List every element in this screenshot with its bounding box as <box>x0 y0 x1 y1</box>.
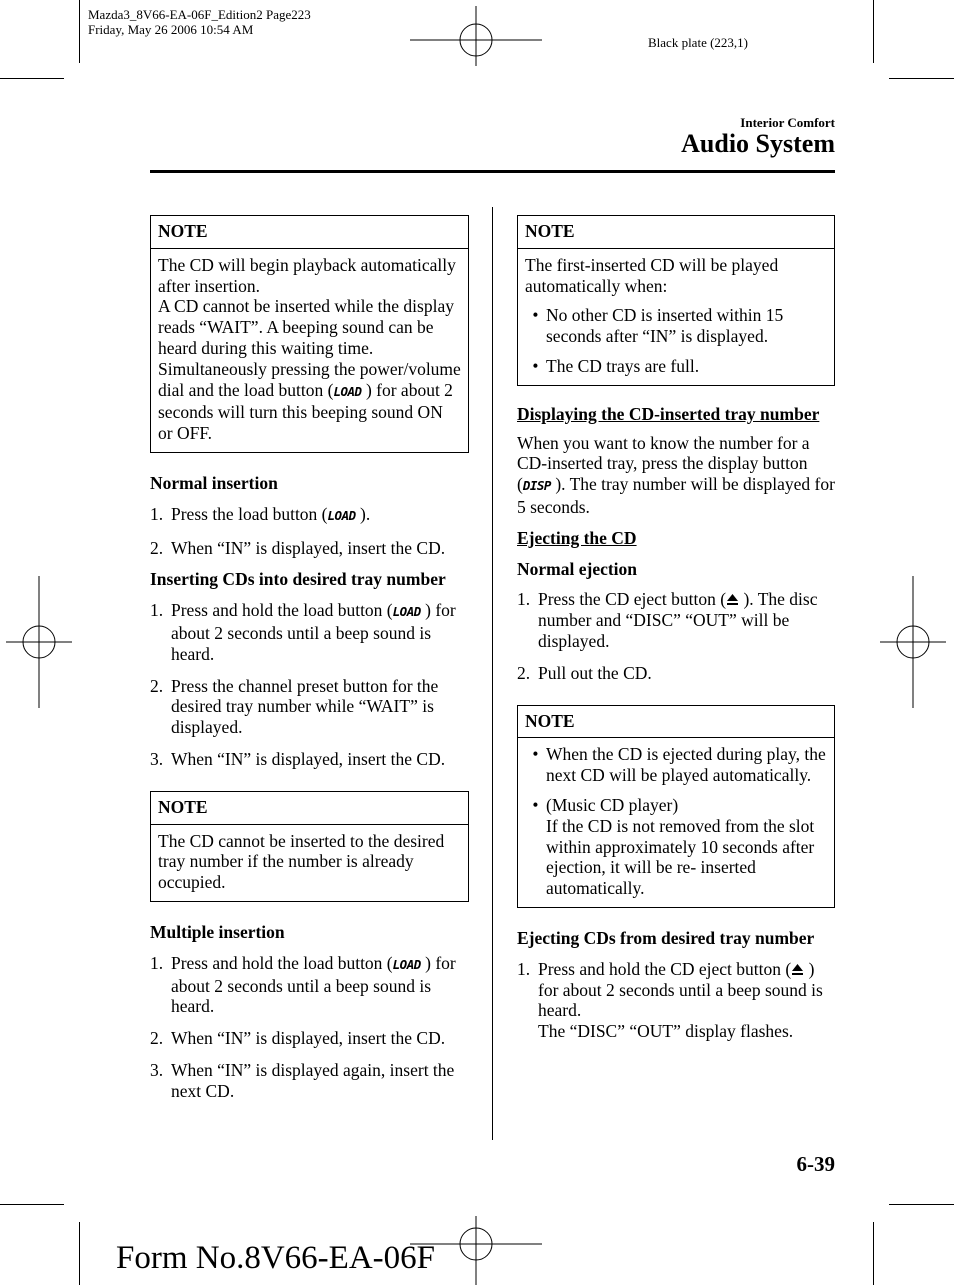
display-tray-text <box>517 433 835 518</box>
step-text: When “IN” is displayed, insert the CD. <box>171 537 446 558</box>
form-number: Form No.8V66-EA-06F <box>116 1240 435 1276</box>
list-item <box>517 663 835 684</box>
step-text <box>538 959 835 1042</box>
list-item <box>150 504 469 527</box>
eject-icon <box>726 593 739 606</box>
step-number: 1. <box>150 503 164 524</box>
step-text <box>171 504 469 527</box>
list-item <box>150 953 469 1017</box>
left-column <box>150 215 469 1113</box>
step-text-part: Press and hold the load button ( <box>171 600 393 621</box>
normal-insertion-heading: Normal insertion <box>150 472 278 493</box>
step-text-part: ). The disc number and “DISC” “OUT” will be displayed. <box>538 589 818 651</box>
file-info <box>88 7 311 37</box>
note-text: The CD cannot be inserted to the desired tray number if the number is already occupied. <box>158 830 445 893</box>
bullet: • <box>532 744 539 765</box>
file-info-line1: Mazda3_8V66-EA-06F_Edition2 Page223 <box>88 7 311 22</box>
note-box <box>517 215 835 386</box>
list-item <box>150 1028 469 1049</box>
bullet: • <box>532 355 539 376</box>
bullet-text <box>546 795 827 899</box>
bullet-text-line: If the CD is not removed from the slot within approximately 10 seconds after ejection, it will be re- inserted automatically. <box>546 815 815 899</box>
step-text: Press the channel preset button for the desired tray number while “WAIT” is displayed. <box>171 675 439 738</box>
step-text <box>171 600 469 664</box>
step-text-part: Press and hold the load button ( <box>171 952 393 973</box>
multiple-insertion-heading: Multiple insertion <box>150 921 285 942</box>
bullet-text: No other CD is inserted within 15 seconds after “IN” is displayed. <box>546 305 784 347</box>
bullet-text: When the CD is ejected during play, the next CD will be played automatically. <box>546 744 826 786</box>
note-body <box>518 738 834 907</box>
note-body <box>518 249 834 385</box>
bullet-text: The CD trays are full. <box>546 355 700 376</box>
registration-mark-top <box>410 6 542 72</box>
step-number: 3. <box>150 748 164 769</box>
step-text-part: Press the CD eject button ( <box>538 589 727 610</box>
load-button-icon: LOAD <box>333 383 362 399</box>
step-number: 1. <box>150 952 164 973</box>
ejecting-heading: Ejecting the CD <box>517 527 637 548</box>
step-text <box>171 953 469 1017</box>
plate-label: Black plate (223,1) <box>648 35 748 50</box>
crop-mark <box>79 1222 80 1285</box>
step-number: 1. <box>150 600 164 621</box>
note-text: The first-inserted CD will be played automatically when: <box>525 254 779 296</box>
crop-mark <box>873 0 874 63</box>
step-number: 2. <box>150 1028 164 1049</box>
step-text-part: ) for about 2 seconds until a beep sound is heard. <box>171 952 456 1017</box>
crop-mark <box>873 1222 874 1285</box>
note-text <box>151 249 468 452</box>
tray-insertion-heading: Inserting CDs into desired tray number <box>150 569 446 590</box>
note-box <box>150 791 469 902</box>
crop-mark <box>889 78 954 79</box>
list-item <box>150 1060 469 1102</box>
file-info-line2: Friday, May 26 2006 10:54 AM <box>88 22 254 37</box>
crop-mark <box>79 0 80 63</box>
list-item <box>150 538 469 559</box>
header-rule <box>150 170 835 173</box>
registration-mark-left <box>6 576 72 708</box>
list-item <box>150 749 469 770</box>
step-number: 2. <box>150 675 164 696</box>
step-text-part: Press the load button ( <box>171 503 328 524</box>
step-text: Pull out the CD. <box>538 662 652 683</box>
crop-mark <box>0 78 64 79</box>
bullet: • <box>532 305 539 326</box>
normal-ejection-heading: Normal ejection <box>517 558 638 579</box>
note-box <box>517 705 835 908</box>
bullet-text-line: (Music CD player) <box>546 794 679 815</box>
note-box <box>150 215 469 453</box>
step-number: 1. <box>517 589 531 610</box>
note-label: NOTE <box>518 706 834 739</box>
step-text-part: Press and hold the CD eject button ( <box>538 958 792 979</box>
crop-mark <box>0 1204 64 1205</box>
column-divider <box>492 207 493 1140</box>
step-number: 2. <box>150 537 164 558</box>
note-label: NOTE <box>518 216 834 249</box>
page-title: Audio System <box>681 129 835 158</box>
list-item <box>150 600 469 664</box>
bullet: • <box>532 794 539 815</box>
note-text-part: The CD will begin playback automatically after insertion. A CD cannot be inserted while the display reads “WAIT”. A beeping sound can be heard during this waiting time. Simultaneously pressing the power/volume dial and the load button ( <box>158 254 461 400</box>
eject-icon <box>791 963 804 976</box>
list-item <box>525 795 827 899</box>
registration-mark-right <box>880 576 946 708</box>
step-text: When “IN” is displayed, insert the CD. <box>171 1028 446 1049</box>
step-text: When “IN” is displayed again, insert the next CD. <box>171 1059 455 1101</box>
section-label: Interior Comfort <box>740 115 835 130</box>
step-text-part: ) for about 2 seconds until a beep sound is heard. <box>538 958 823 1021</box>
load-button-icon: LOAD <box>392 604 421 620</box>
note-text-part: ) for about 2 seconds will turn this beeping sound ON or OFF. <box>158 379 453 444</box>
step-text-part: ). <box>360 503 371 524</box>
crop-mark <box>889 1204 954 1205</box>
list-item <box>517 589 835 651</box>
step-text: When “IN” is displayed, insert the CD. <box>171 748 446 769</box>
right-column <box>517 215 835 1053</box>
page-number: 6-39 <box>796 1152 835 1176</box>
step-text-part: The “DISC” “OUT” display flashes. <box>538 1021 794 1042</box>
display-tray-heading: Displaying the CD-inserted tray number <box>517 403 820 424</box>
disp-button-icon: DISP <box>522 478 551 494</box>
list-item <box>525 305 827 347</box>
list-item <box>150 676 469 738</box>
note-label: NOTE <box>151 216 468 249</box>
list-item <box>525 744 827 786</box>
note-label: NOTE <box>151 792 468 825</box>
list-item <box>517 959 835 1042</box>
tray-ejection-heading: Ejecting CDs from desired tray number <box>517 927 815 948</box>
step-number: 3. <box>150 1059 164 1080</box>
step-text <box>538 589 835 651</box>
load-button-icon: LOAD <box>327 507 356 523</box>
step-number: 2. <box>517 662 531 683</box>
para-text-part: ). The tray number will be displayed for 5 seconds. <box>517 474 835 517</box>
step-text-part: ) for about 2 seconds until a beep sound is heard. <box>171 600 456 664</box>
load-button-icon: LOAD <box>392 956 421 972</box>
step-number: 1. <box>517 958 531 979</box>
para-text-part: When you want to know the number for a CD-inserted tray, press the display button ( <box>517 432 810 495</box>
list-item <box>525 356 827 377</box>
